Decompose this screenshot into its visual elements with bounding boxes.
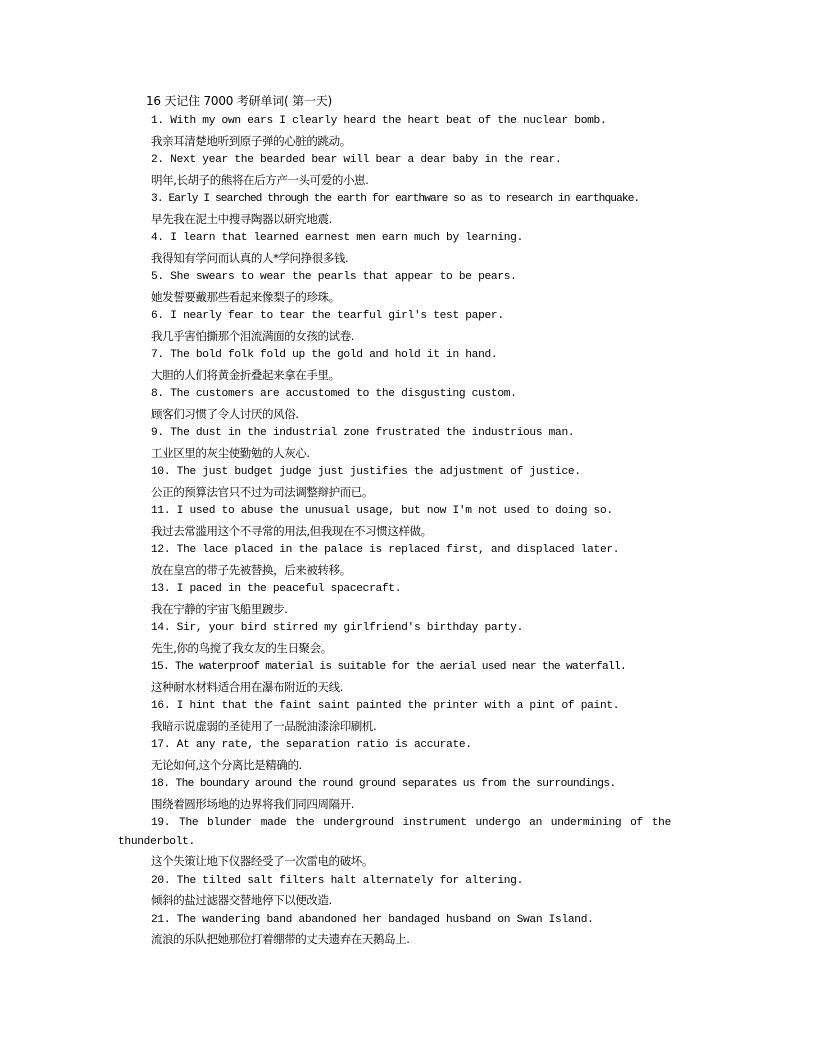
chinese-translation: 工业区里的灰尘使勤勉的人灰心. — [151, 445, 310, 460]
entry-15 — [146, 658, 686, 697]
english-sentence: 1. With my own ears I clearly heard the heart beat of the nuclear bomb. — [151, 115, 607, 127]
chinese-translation: 大胆的人们将黄金折叠起来拿在手里。 — [151, 367, 340, 382]
english-sentence: 15. The waterproof material is suitable for the aerial used near the waterfall. — [151, 661, 627, 673]
english-sentence: 20. The tilted salt filters halt alternately for altering. — [151, 874, 523, 887]
chinese-translation: 这种耐水材料适合用在瀑布附近的天线. — [151, 679, 343, 694]
chinese-translation: 我在宁静的宇宙飞船里踱步. — [151, 601, 288, 616]
entry-12 — [146, 541, 686, 580]
chinese-translation: 倾斜的盐过滤器交替地停下以便改造. — [151, 893, 332, 907]
chinese-translation: 顾客们习惯了令人讨厌的风俗. — [151, 406, 299, 421]
chinese-translation: 早先我在泥土中搜寻陶器以研究地震. — [151, 211, 332, 226]
entry-20 — [146, 872, 686, 911]
entry-4 — [146, 229, 686, 268]
entry-9 — [146, 424, 686, 463]
chinese-translation: 流浪的乐队把她那位打着绷带的丈夫遗弃在天鹅岛上. — [151, 932, 410, 946]
chinese-translation: 我过去常滥用这个不寻常的用法,但我现在不习惯这样做。 — [151, 523, 432, 538]
english-sentence: 14. Sir, your bird stirred my girlfriend's birthday party. — [151, 622, 523, 634]
english-sentence: 3. Early I searched through the earth for earthware so as to research in earthquake. — [151, 193, 640, 205]
chinese-translation: 围绕着圆形场地的边界将我们同四周隔开. — [151, 796, 355, 811]
english-sentence: 21. The wandering band abandoned her bandaged husband on Swan Island. — [151, 913, 594, 926]
english-sentence: 2. Next year the bearded bear will bear a dear baby in the rear. — [151, 154, 562, 166]
entry-1 — [146, 112, 686, 151]
entry-7 — [146, 346, 686, 385]
chinese-translation: 明年,长胡子的熊将在后方产一头可爱的小崽. — [151, 172, 369, 187]
english-sentence: 10. The just budget judge just justifies the adjustment of justice. — [151, 466, 581, 478]
english-sentence: 12. The lace placed in the palace is replaced first, and displaced later. — [151, 544, 620, 556]
chinese-translation: 我亲耳清楚地听到原子弹的心脏的跳动。 — [151, 133, 351, 148]
english-sentence: 13. I paced in the peaceful spacecraft. — [151, 583, 402, 595]
entry-14 — [146, 619, 686, 658]
entry-11 — [146, 502, 686, 541]
entry-10 — [146, 463, 686, 502]
entry-6 — [146, 307, 686, 346]
entry-21 — [146, 911, 686, 950]
english-sentence: 6. I nearly fear to tear the tearful girl's test paper. — [151, 310, 504, 322]
chinese-translation: 我几乎害怕撕那个泪流满面的女孩的试卷. — [151, 328, 355, 343]
entry-2 — [146, 151, 686, 190]
chinese-translation: 她发誓要戴那些看起来像梨子的珍珠。 — [151, 289, 340, 304]
entry-5 — [146, 268, 686, 307]
entry-18 — [146, 775, 686, 814]
entry-3 — [146, 190, 686, 229]
document-title: 16 天记住 7000 考研单词( 第一天) — [146, 94, 333, 108]
chinese-translation: 这个失策让地下仪器经受了一次雷电的破坏。 — [151, 854, 373, 868]
english-sentence: 4. I learn that learned earnest men earn much by learning. — [151, 232, 523, 244]
chinese-translation: 无论如何,这个分离比是精确的. — [151, 757, 302, 772]
english-sentence: 19. The blunder made the underground instrument undergo an undermining of the thunderbolt. — [118, 817, 671, 848]
english-sentence: 9. The dust in the industrial zone frustrated the industrious man. — [151, 427, 575, 439]
english-sentence: 7. The bold folk fold up the gold and hold it in hand. — [151, 349, 498, 361]
chinese-translation: 公正的预算法官只不过为司法调整辩护而已。 — [151, 484, 373, 499]
chinese-translation: 我得知有学问而认真的人*学问挣很多钱. — [151, 250, 349, 265]
english-sentence: 11. I used to abuse the unusual usage, but now I'm not used to doing so. — [151, 505, 613, 517]
entry-19 — [118, 814, 686, 872]
english-sentence: 16. I hint that the faint saint painted the printer with a pint of paint. — [151, 700, 620, 712]
entry-8 — [146, 385, 686, 424]
document-body — [118, 93, 686, 950]
chinese-translation: 先生,你的鸟搅了我女友的生日聚会。 — [151, 640, 332, 655]
chinese-translation: 我暗示说虚弱的圣徒用了一品脱油漆涂印刷机. — [151, 718, 377, 733]
entry-13 — [146, 580, 686, 619]
entry-17 — [146, 736, 686, 775]
english-sentence: 8. The customers are accustomed to the disgusting custom. — [151, 388, 517, 400]
english-sentence: 18. The boundary around the round ground separates us from the surroundings. — [151, 778, 616, 790]
entry-16 — [146, 697, 686, 736]
chinese-translation: 放在皇宫的带子先被替换，后来被转移。 — [151, 562, 351, 577]
english-sentence: 5. She swears to wear the pearls that appear to be pears. — [151, 271, 517, 283]
english-sentence: 17. At any rate, the separation ratio is accurate. — [151, 739, 472, 751]
